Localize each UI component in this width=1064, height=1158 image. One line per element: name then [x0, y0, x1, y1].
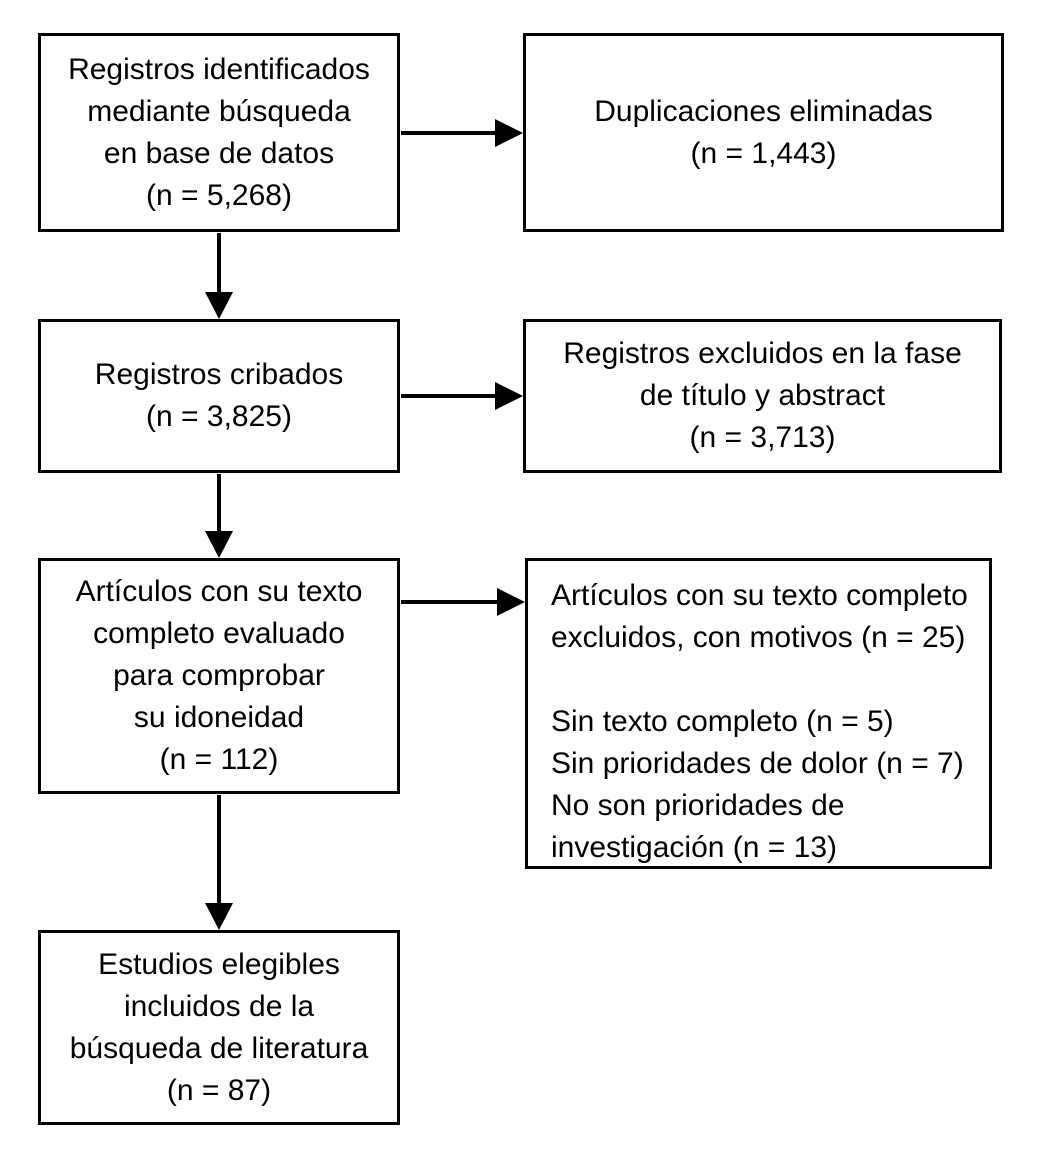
box-studies-included — [38, 930, 400, 1125]
box-text-line: incluidos de la — [123, 989, 315, 1023]
box-text-line: mediante búsqueda — [87, 94, 351, 128]
box-text-line: en base de datos — [103, 136, 335, 170]
box-text-line: Artículos con su texto — [75, 575, 363, 608]
box-records-identified — [38, 33, 400, 232]
box-text-line: completo evaluado — [93, 617, 345, 650]
box-text-line: (n = 112) — [159, 743, 279, 776]
box-text-line: (n = 1,443) — [690, 136, 837, 170]
box-records-screened — [38, 319, 400, 473]
box-text-line: (n = 3,825) — [146, 400, 292, 433]
box-duplicates-removed — [523, 33, 1004, 232]
box-fulltext-assessed — [38, 558, 400, 794]
box-text-line: para comprobar — [113, 659, 325, 692]
box-text-line: Sin prioridades de dolor (n = 7) — [551, 747, 964, 780]
box-text-line: (n = 3,713) — [689, 421, 836, 454]
box-fulltext-excluded — [525, 558, 992, 869]
arrow-identified-to-duplicates — [401, 119, 523, 147]
arrow-fulltext-to-included — [205, 795, 233, 930]
box-text-line: Registros identificados — [68, 52, 370, 86]
arrow-fulltext-to-excluded — [401, 588, 525, 616]
box-text-line: Registros excluidos en la fase — [563, 337, 962, 370]
box-text-line: investigación (n = 13) — [551, 831, 837, 864]
box-text-line: Registros cribados — [94, 358, 344, 391]
arrow-identified-to-screened — [205, 233, 233, 319]
box-text-line: Duplicaciones eliminadas — [594, 94, 933, 128]
arrow-screened-to-fulltext — [205, 474, 233, 558]
box-text-line: Artículos con su texto completo — [551, 579, 968, 612]
box-text-line: (n = 5,268) — [146, 178, 292, 212]
box-text-line: búsqueda de literatura — [69, 1031, 369, 1065]
box-text-line: No son prioridades de — [551, 789, 845, 822]
box-text-line: Sin texto completo (n = 5) — [551, 705, 894, 738]
box-text-line: su idoneidad — [133, 701, 305, 734]
box-text-line: de título y abstract — [639, 379, 886, 412]
arrow-screened-to-excluded — [401, 382, 523, 410]
box-text-line-blank — [551, 659, 971, 701]
box-text-line: Estudios elegibles — [98, 947, 340, 981]
box-text-line: (n = 87) — [166, 1073, 272, 1107]
box-records-excluded-title-abstract — [523, 319, 1002, 473]
box-text-line: excluidos, con motivos (n = 25) — [551, 621, 966, 654]
